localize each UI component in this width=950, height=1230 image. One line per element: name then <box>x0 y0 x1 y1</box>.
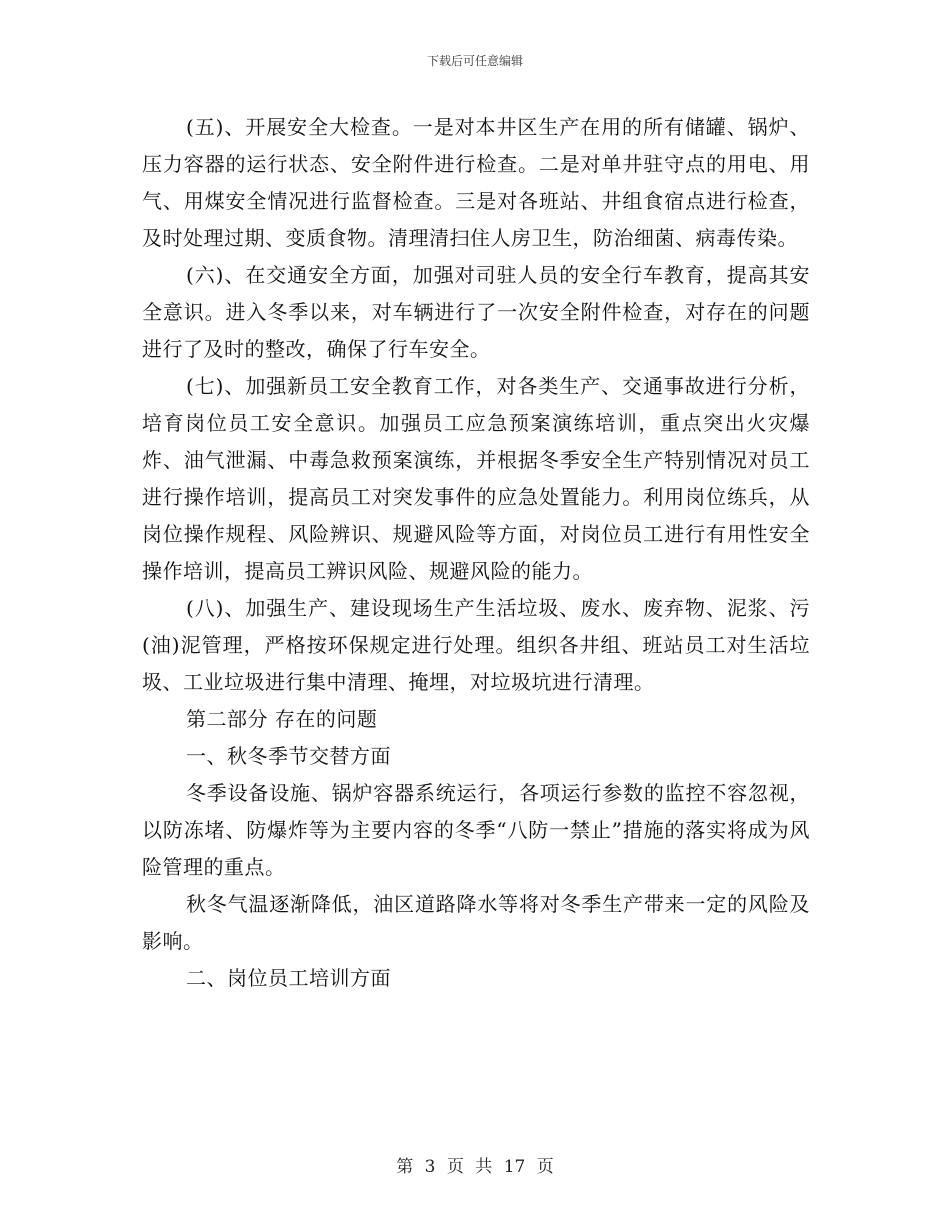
paragraph-training: (七)、加强新员工安全教育工作，对各类生产、交通事故进行分析，培育岗位员工安全意识。加强员工应急预案演练培训，重点突出火灾爆炸、油气泄漏、中毒急救预案演练，并根据冬季安全生产特别情况对员工进行操作培训，提高员工对突发事件的应急处置能力。利用岗位练兵，从岗位操作规程、风险辨识、规避风险等方面，对岗位员工进行有用性安全操作培训，提高员工辨识风险、规避风险的能力。 <box>142 374 810 583</box>
header-note: 下载后可任意编辑 <box>426 54 523 68</box>
section-heading: 第二部分 存在的问题 <box>186 707 378 731</box>
paragraph-inspection: (五)、开展安全大检查。一是对本井区生产在用的所有储罐、锅炉、压力容器的运行状态、安全附件进行检查。二是对单井驻守点的用电、用气、用煤安全情况进行监督检查。三是对各班站、井组食宿点进行检查，及时处理过期、变质食物。清理清扫住人房卫生，防治细菌、病毒传染。 <box>142 115 810 250</box>
paragraph-temperature: 秋冬气温逐渐降低，油区道路降水等将对冬季生产带来一定的风险及影响。 <box>142 892 810 953</box>
paragraph-waste-management: (八)、加强生产、建设现场生产生活垃圾、废水、废弃物、泥浆、污(油)泥管理，严格按环保规定进行处理。组织各井组、班站员工对生活垃圾、工业垃圾进行集中清理、掩埋，对垃圾坑进行清理。 <box>142 596 810 694</box>
paragraph-winter-equipment: 冬季设备设施、锅炉容器系统运行，各项运行参数的监控不容忽视，以防冻堵、防爆炸等为主要内容的冬季“八防一禁止”措施的落实将成为风险管理的重点。 <box>142 781 810 879</box>
subsection-heading-training: 二、岗位员工培训方面 <box>186 966 391 990</box>
page-number: 第 3 页 共 17 页 <box>396 1157 554 1177</box>
subsection-heading-season: 一、秋冬季节交替方面 <box>186 744 391 768</box>
document-body <box>142 109 810 997</box>
paragraph-traffic-safety: (六)、在交通安全方面，加强对司驻人员的安全行车教育，提高其安全意识。进入冬季以来，对车辆进行了一次安全附件检查，对存在的问题进行了及时的整改，确保了行车安全。 <box>142 263 810 361</box>
